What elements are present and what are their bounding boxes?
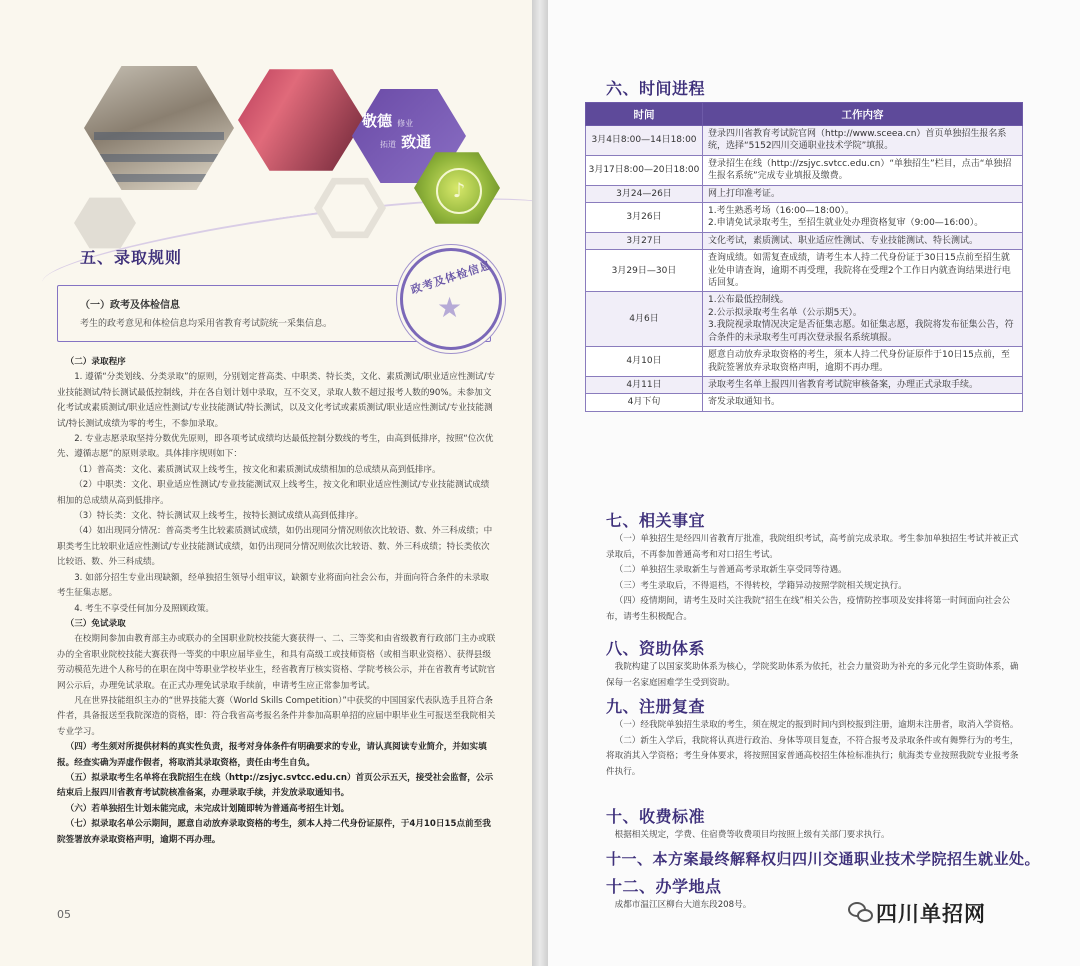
motto-big-1: 敬德 [362,112,393,130]
rule-paragraph: （4）如出现同分情况：普高类考生比较素质测试成绩，如仍出现同分情况则依次比较语、数、外三科成绩；中职类考生比较职业适应性测试/专业技能测试成绩，如仍出现同分情况则依次比较语、数、外三科成绩；特长类依次比较语、数、外三科成绩。 [57,526,493,568]
section8-text [606,660,1026,691]
schedule-time-cell: 3月26日 [586,203,703,233]
school-emblem-icon: ♪ [436,168,482,214]
box-heading: （一）政考及体检信息 [80,300,180,311]
address-text: 成都市温江区柳台大道东段208号。 [614,900,752,910]
rule-paragraph: （3）特长类：文化、特长测试双上线考生，按特长测试成绩从高到低排序。 [74,511,364,522]
table-row [586,394,1023,411]
schedule-time-cell: 4月11日 [586,376,703,393]
schedule-table-body [586,126,1023,412]
rule-paragraph: （六）若单独招生计划未能完成，未完成计划随即转为普通高考招生计划。 [65,803,350,814]
rule-paragraph: 凡在世界技能组织主办的“世界技能大赛（World Skills Competition）”中获奖的中国国家代表队选手且符合条件者，具备报送至我院深造的资格，即：符合我省高考报名条件并参加高职单招的应届中职毕业生可报送至我院相关专业学习。 [57,695,496,737]
list-item: （一）经我院单独招生录取的考生，须在规定的报到时间内到校报到注册，逾期未注册者，取消入学资格。 [614,720,1019,730]
schedule-content-cell: 网上打印准考证。 [703,185,1023,202]
section8-title: 八、资助体系 [606,639,706,658]
school-motto [362,110,431,152]
table-row [586,347,1023,377]
rule-paragraph: （1）普高类：文化、素质测试双上线考生，按文化和素质测试成绩相加的总成绩从高到低排序。 [74,464,441,475]
page-number: 05 [57,908,71,921]
list-item: （四）疫情期间，请考生及时关注我院“招生在线”相关公告，疫情防控事项及安排将第一时间面向社会公布，请考生积极配合。 [606,596,1011,622]
section10-title: 十、收费标准 [606,807,706,826]
section5-title: 五、录取规则 [80,248,183,267]
brand-watermark: 四川单招网 [876,902,986,926]
schedule-content-cell: 寄发录取通知书。 [703,394,1023,411]
schedule-time-cell: 4月6日 [586,292,703,347]
subsection-heading: （二）录取程序 [65,357,126,367]
table-row [586,155,1023,185]
box-text: 考生的政考意见和体检信息均采用省教育考试院统一采集信息。 [80,319,333,329]
table-row [586,126,1023,156]
schedule-time-cell: 4月下旬 [586,394,703,411]
rule-paragraph: （2）中职类：文化、职业适应性测试/专业技能测试双上线考生，按文化和职业适应性测试/专业技能测试成绩相加的总成绩从高到低排序。 [57,480,490,506]
table-row [586,203,1023,233]
section8-paragraph: 我院构建了以国家奖助体系为核心，学院奖助体系为依托，社会力量资助为补充的多元化学生资助体系，确保每一名家庭困难学生受到资助。 [606,662,1019,688]
right-page [548,0,1080,966]
motto-small-2: 拓道 [380,140,396,149]
list-item: （二）新生入学后，我院将认真进行政治、身体等项目复查，不符合报考及录取条件或有舞弊行为的考生，将取消其入学资格；考生身体要求，将按照国家普通高校招生体检标准执行；航海类专业按照我院专业报考条件执行。 [606,735,1019,777]
library-photo [84,62,234,194]
rule-paragraph: （五）拟录取考生名单将在我院招生在线（http://zsjyc.svtcc.edu.cn）首页公示五天，接受社会监督，公示结束后上报四川省教育考试院核准备案，办理录取手续，并发放录取通知书。 [57,772,494,799]
section11-title: 十一、本方案最终解释权归四川交通职业技术学院招生就业处。 [606,850,1041,868]
table-row [586,185,1023,202]
rule-paragraph: 1. 遵循“分类划线、分类录取”的原则，分别划定普高类、中职类、特长类，文化、素质测试/职业适应性测试/专业技能测试/特长测试最低控制线，并在各自划计划中录取，互不交叉，录取人数不超过报考人数的90%。未参加文化考试或素质测试/职业适应性测试/专业技能测试/特长测试，以及文化考试或素质测试/职业适应性测试/专业技能测试/特长测试成绩为零的考生，不参加录取。 [57,372,496,429]
schedule-content-cell: 查询成绩。如需复查成绩，请考生本人持二代身份证于30日15点前至招生就业处申请查询，逾期不再受理，我院将在受理2个工作日内就查询结果进行电话回复。 [703,250,1023,292]
schedule-content-cell: 愿意自动放弃录取资格的考生，须本人持二代身份证原件于10日15点前，至我院签署放弃录取资格声明，逾期不再办理。 [703,347,1023,377]
list-item: （二）单独招生录取新生与普通高考录取新生享受同等待遇。 [614,565,847,576]
schedule-time-cell: 3月29日—30日 [586,250,703,292]
table-row [586,250,1023,292]
section9-text [606,718,1026,780]
schedule-content-cell: 文化考试，素质测试、职业适应性测试、专业技能测试、特长测试。 [703,232,1023,249]
rule-paragraph: 2. 专业志愿录取坚持分数优先原则，即各项考试成绩均达最低控制分数线的考生，由高到低排序，按照“位次优先、遵循志愿”的原则录取。具体排序规则如下： [57,434,494,460]
left-page [0,0,532,966]
table-header-content: 工作内容 [703,103,1023,126]
schedule-content-cell: 登录招生在线（http://zsjyc.svtcc.edu.cn）“单独招生”栏目，点击“单独招生报名系统”完成专业填报及缴费。 [703,155,1023,185]
stamp-text: 政考及体检信息 [409,258,494,297]
schedule-content-cell: 登录四川省教育考试院官网（http://www.sceea.cn）首页单独招生报名系统，选择“5152四川交通职业技术学院”填报。 [703,126,1023,156]
schedule-time-cell: 4月10日 [586,347,703,377]
decorative-hexagon-small [74,196,136,250]
table-row [586,292,1023,347]
list-item: （三）考生录取后，不得退档，不得转校，学籍异动按照学院相关规定执行。 [614,580,907,591]
schedule-time-cell: 3月17日8:00—20日18:00 [586,155,703,185]
section6-title: 六、时间进程 [606,79,706,98]
section10-paragraph: 根据相关规定，学费、住宿费等收费项目均按照上级有关部门要求执行。 [614,830,890,840]
list-item: （一）单独招生是经四川省教育厅批准，我院组织考试，高考前完成录取。考生参加单独招生考试并被正式录取后，不再参加普通高考和对口招生考试。 [606,534,1019,560]
political-health-stamp [400,248,502,350]
schedule-time-cell: 3月27日 [586,232,703,249]
motto-small-1: 修业 [397,119,414,128]
section7-text [606,532,1026,626]
section9-title: 九、注册复查 [606,697,706,716]
schedule-time-cell: 3月4日8:00—14日18:00 [586,126,703,156]
rule-paragraph: （七）拟录取名单公示期间，愿意自动放弃录取资格的考生，须本人持二代身份证原件，于4月10日15点前至我院签署放弃录取资格声明，逾期不再办理。 [57,819,491,845]
rule-paragraph: 在校期间参加由教育部主办或联办的全国职业院校技能大赛获得一、二、三等奖和由省级教育行政部门主办或联办的全省职业院校技能大赛获得一等奖的中职应届毕业生，和具有高级工或技师资格（或相当职业资格）、获得县级劳动模范先进个人称号的在职在岗中等职业学校毕业生，经省教育厅核实资格、学院考核公示，并在省教育考试院官网公示后，办理免试录取。在正式办理免试录取手续前，申请考生应正常参加考试。 [57,634,496,691]
rule-paragraph: （四）考生须对所提供材料的真实性负责，报考对身体条件有明确要求的专业，请认真阅读专业简介，并如实填报。经查实确为弄虚作假者，将取消其录取资格，责任由考生自负。 [57,742,487,768]
section12-title: 十二、办学地点 [606,877,722,896]
rule-paragraph: 3. 如部分招生专业出现缺额，经单独招生领导小组审议，缺额专业将面向社会公布，并面向符合条件的未录取考生征集志愿。 [57,572,490,599]
motto-big-2: 致通 [401,133,432,151]
schedule-content-cell: 1.公布最低控制线。 2.公示拟录取考生名单（公示期5天）。 3.我院视录取情况决定是否征集志愿。如征集志愿，我院将发布征集公告，符合条件的未录取考生可再次登录报名系统填报。 [703,292,1023,347]
schedule-content-cell: 1.考生熟悉考场（16:00—18:00）。 2.申请免试录取考生，至招生就业处办理资格复审（9:00—16:00）。 [703,203,1023,233]
table-row [586,232,1023,249]
schedule-content-cell: 录取考生名单上报四川省教育考试院审核备案，办理正式录取手续。 [703,376,1023,393]
schedule-table [585,102,1023,412]
star-icon: ★ [437,291,463,324]
wechat-icon-bubble [857,909,873,922]
table-header-time: 时间 [586,103,703,126]
page-gutter [532,0,548,966]
rule-paragraph: 4. 考生不享受任何加分及照顾政策。 [74,603,215,614]
table-row [586,376,1023,393]
subsection-heading: （三）免试录取 [65,618,126,629]
section10-text [606,828,1026,844]
students-photo [238,66,364,174]
admission-rules-text [57,355,497,848]
section7-title: 七、相关事宜 [606,511,706,530]
schedule-time-cell: 3月24—26日 [586,185,703,202]
